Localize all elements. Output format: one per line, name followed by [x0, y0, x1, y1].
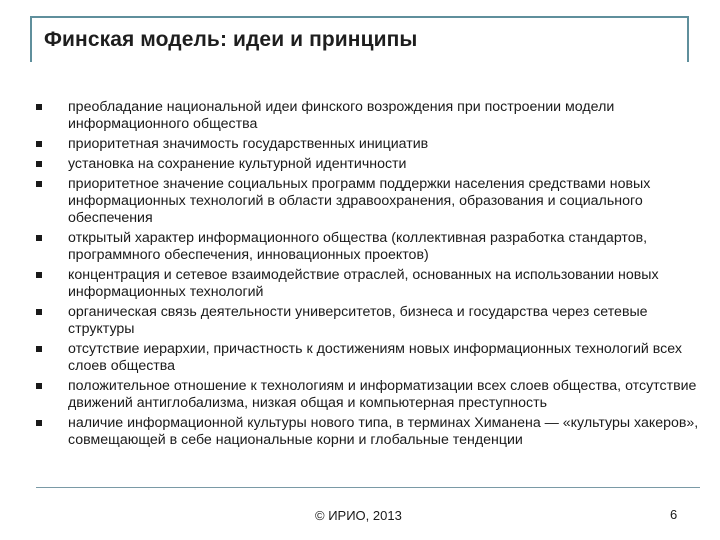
square-bullet-icon [36, 346, 42, 352]
bullet-text: положительное отношение к технологиям и информатизации всех слоев общества, отсутствие движений антиглобализма, низкая общая и компьютерная преступность [68, 378, 697, 411]
bullet-text: отсутствие иерархии, причастность к достижениям новых информационных технологий всех слоев общества [68, 341, 682, 374]
bullet-item [36, 341, 700, 375]
bullet-text: приоритетная значимость государственных инициатив [68, 136, 429, 152]
footer-copyright: © ИРИО, 2013 [315, 508, 402, 523]
bullet-item [36, 230, 700, 264]
bullet-item [36, 415, 700, 449]
slide-title: Финская модель: идеи и принципы [44, 28, 418, 51]
bullet-text: установка на сохранение культурной идентичности [68, 156, 407, 172]
square-bullet-icon [36, 161, 42, 167]
bullet-text: наличие информационной культуры нового типа, в терминах Химанена — «культуры хакеров», совмещающей в себе национальные корни и глобальные тенденции [68, 415, 699, 448]
bullet-item [36, 156, 700, 173]
footer-divider [36, 487, 700, 488]
square-bullet-icon [36, 272, 42, 278]
bullet-item [36, 176, 700, 227]
bullet-item [36, 99, 700, 133]
page-number: 6 [670, 507, 678, 522]
bullet-list [36, 99, 700, 452]
square-bullet-icon [36, 420, 42, 426]
bullet-text: преобладание национальной идеи финского возрождения при построении модели информационного общества [68, 99, 615, 132]
bullet-item [36, 267, 700, 301]
bullet-item [36, 136, 700, 153]
bullet-text: органическая связь деятельности университетов, бизнеса и государства через сетевые структуры [68, 304, 648, 337]
bullet-item [36, 304, 700, 338]
bullet-item [36, 378, 700, 412]
square-bullet-icon [36, 235, 42, 241]
square-bullet-icon [36, 383, 42, 389]
square-bullet-icon [36, 181, 42, 187]
square-bullet-icon [36, 104, 42, 110]
bullet-text: приоритетное значение социальных программ поддержки населения средствами новых информационных технологий в области здравоохранения, образования и социального обеспечения [68, 176, 651, 226]
square-bullet-icon [36, 309, 42, 315]
bullet-text: концентрация и сетевое взаимодействие отраслей, основанных на использовании новых информационных технологий [68, 267, 659, 300]
square-bullet-icon [36, 141, 42, 147]
bullet-text: открытый характер информационного общества (коллективная разработка стандартов, программного обеспечения, инновационных проектов) [68, 230, 648, 263]
